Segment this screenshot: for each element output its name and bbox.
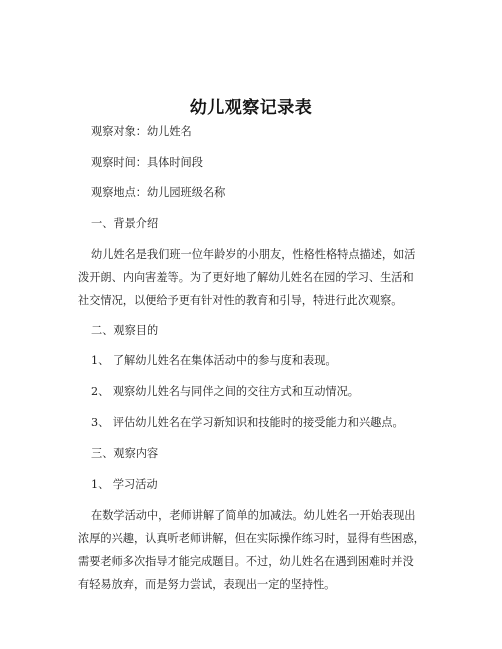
observation-time: 观察时间：具体时间段 [91,156,203,169]
observation-place: 观察地点：幼儿园班级名称 [91,186,226,199]
paragraph-line: 在数学活动中，老师讲解了简单的加减法。幼儿姓名一开始表现出 [91,509,416,522]
paragraph-line: 泼开朗、内向害羞等。为了更好地了解幼儿姓名在园的学习、生活和 [78,271,414,284]
section-heading-background: 一、背景介绍 [91,217,159,230]
section-heading-content: 三、观察内容 [91,447,159,460]
page-title: 幼儿观察记录表 [189,98,313,118]
subsection-heading: 1、 学习活动 [91,478,158,491]
purpose-item: 2、 观察幼儿姓名与同伴之间的交往方式和互动情况。 [91,385,359,398]
paragraph-line: 幼儿姓名是我们班一位年龄岁的小朋友，性格性格特点描述，如活 [91,248,416,261]
paragraph-line: 需要老师多次指导才能完成题目。不过，幼儿姓名在遇到困难时并没 [78,555,414,568]
paragraph-line: 浓厚的兴趣，认真听老师讲解，但在实际操作练习时，显得有些困惑， [78,532,425,545]
paragraph-line: 社交情况，以便给予更有针对性的教育和引导，特进行此次观察。 [78,294,403,307]
purpose-item: 3、 评估幼儿姓名在学习新知识和技能时的接受能力和兴趣点。 [91,416,404,429]
section-heading-purpose: 二、观察目的 [91,324,159,337]
paragraph-line: 有轻易放弃，而是努力尝试，表现出一定的坚持性。 [78,578,336,591]
observation-object: 观察对象：幼儿姓名 [91,125,192,138]
purpose-item: 1、 了解幼儿姓名在集体活动中的参与度和表现。 [91,354,337,367]
